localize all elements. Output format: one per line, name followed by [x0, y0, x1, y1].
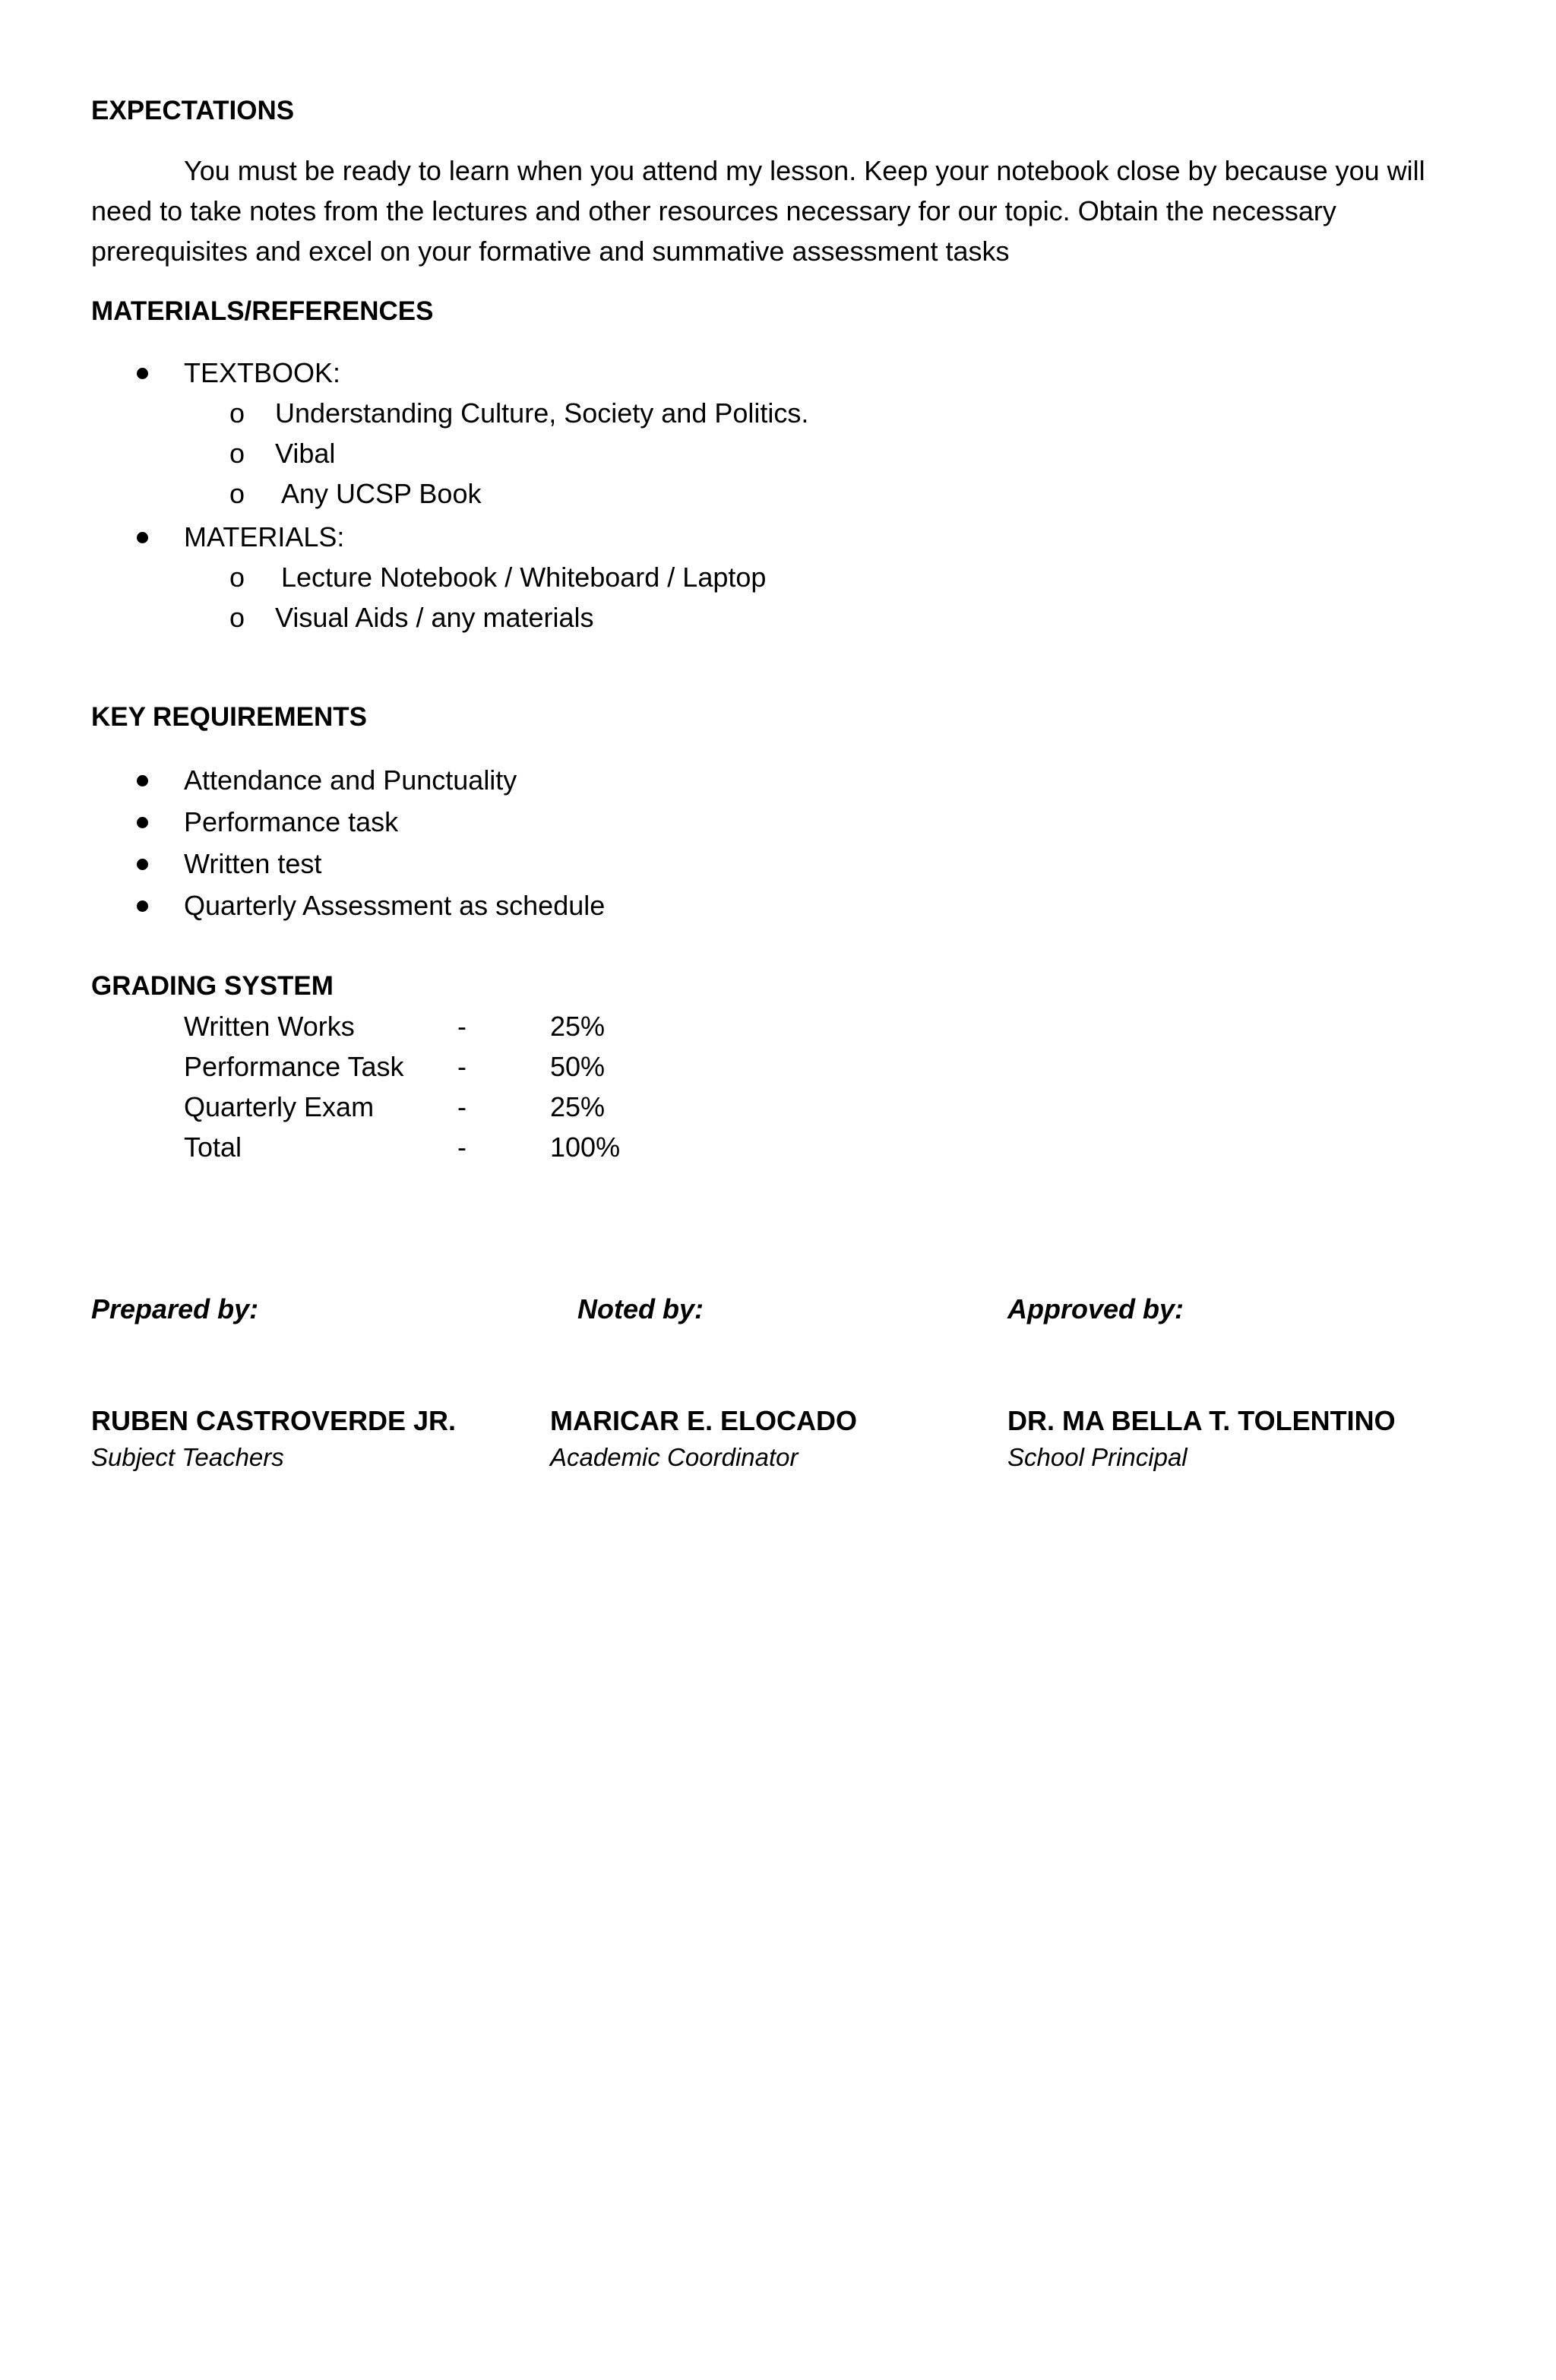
materials-label: MATERIALS:	[184, 521, 345, 552]
grading-heading: GRADING SYSTEM	[91, 971, 334, 1001]
grading-component: Performance Task	[184, 1051, 404, 1082]
materials-item: Lecture Notebook / Whiteboard / Laptop	[281, 562, 767, 593]
principal-role: School Principal	[1007, 1443, 1188, 1471]
grading-separator: -	[457, 1051, 466, 1082]
sub-bullet-icon: o	[229, 397, 245, 429]
noted-by-label: Noted by:	[577, 1293, 704, 1325]
materials-item: Visual Aids / any materials	[275, 602, 594, 633]
bullet-icon	[137, 368, 148, 379]
requirement-item: Attendance and Punctuality	[184, 764, 517, 796]
bullet-icon	[137, 817, 148, 828]
grading-component: Total	[184, 1131, 242, 1163]
coordinator-role: Academic Coordinator	[550, 1443, 799, 1471]
sub-bullet-icon: o	[229, 438, 245, 469]
sub-bullet-icon: o	[229, 562, 245, 593]
preparer-name: RUBEN CASTROVERDE JR.	[91, 1405, 457, 1436]
principal-name: DR. MA BELLA T. TOLENTINO	[1007, 1405, 1396, 1436]
expectations-heading: EXPECTATIONS	[91, 96, 295, 125]
approved-by-label: Approved by:	[1007, 1293, 1184, 1325]
requirement-item: Quarterly Assessment as schedule	[184, 890, 606, 921]
grading-weight: 25%	[550, 1091, 606, 1122]
grading-separator: -	[457, 1131, 466, 1163]
key-requirements-heading: KEY REQUIREMENTS	[91, 702, 368, 732]
sub-bullet-icon: o	[229, 602, 245, 633]
bullet-icon	[137, 532, 148, 543]
bullet-icon	[137, 859, 148, 870]
preparer-role: Subject Teachers	[91, 1443, 284, 1471]
textbook-item: Any UCSP Book	[281, 478, 482, 509]
bullet-icon	[137, 775, 148, 786]
textbook-item: Understanding Culture, Society and Politics.	[275, 397, 809, 429]
sub-bullet-icon: o	[229, 478, 245, 509]
requirement-item: Written test	[184, 848, 322, 879]
expectations-paragraph: You must be ready to learn when you attend my lesson. Keep your notebook close by because you will need to take notes from the lectures and other resources necessary for our topic. Obtain the necessary prerequisites and excel on your formative and summative assessment tasks	[91, 155, 1425, 267]
textbook-label: TEXTBOOK:	[184, 357, 341, 388]
materials-heading: MATERIALS/REFERENCES	[91, 296, 434, 326]
grading-weight: 100%	[550, 1131, 621, 1163]
coordinator-name: MARICAR E. ELOCADO	[550, 1405, 857, 1436]
grading-weight: 50%	[550, 1051, 606, 1082]
grading-component: Quarterly Exam	[184, 1091, 375, 1122]
grading-separator: -	[457, 1011, 466, 1042]
requirement-item: Performance task	[184, 806, 399, 837]
grading-separator: -	[457, 1091, 466, 1122]
grading-component: Written Works	[184, 1011, 355, 1042]
bullet-icon	[137, 900, 148, 912]
textbook-item: Vibal	[275, 438, 336, 469]
prepared-by-label: Prepared by:	[91, 1293, 259, 1325]
grading-weight: 25%	[550, 1011, 606, 1042]
